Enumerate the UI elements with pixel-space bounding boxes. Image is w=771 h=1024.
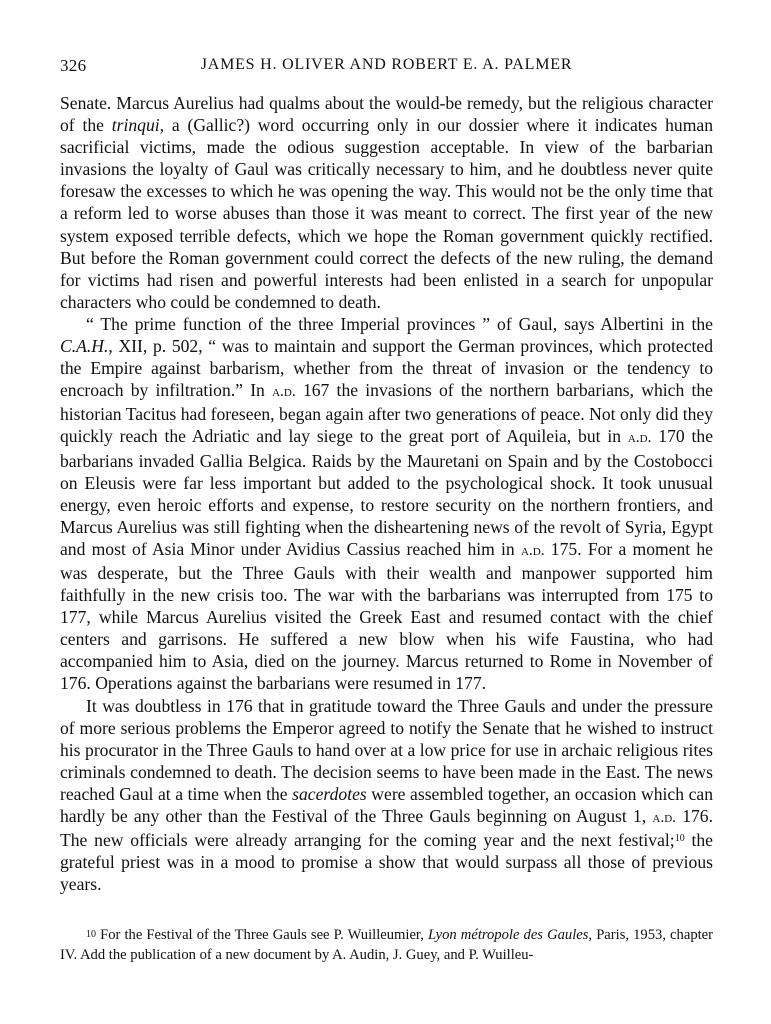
p3-era-1: a.d. bbox=[652, 809, 677, 826]
paragraph-1 bbox=[60, 92, 713, 313]
p2-era-3: a.d. bbox=[520, 541, 545, 559]
page-header bbox=[60, 56, 713, 78]
p2-text-3: 167 the invasions of the northern barbarians, which the historian Tacitus had foreseen, began again after two generations of peace. Not only did they quickly reach the Adriatic and lay siege to the great port of Aquileia, but in bbox=[60, 380, 713, 447]
p1-text-2: a (Gallic?) word occurring only in our dossier where it indicates human sacrificial victims, made the odious suggestion acceptable. In view of the barbarian invasions the loyalty of Gaul was critically necessary to him, and he doubtless never quite foresaw the excesses to which he was opening the way. This would not be the only time that a reform led to worse abuses than those it was meant to correct. The first year of the new system exposed terrible defects, which we hope the Roman government quickly rectified. But before the Roman government could correct the defects of the new ruling, the demand for victims had risen and powerful interests had been enlisted in a search for unpopular characters who could be condemned to death. bbox=[60, 115, 714, 312]
p3-text-2: were assembled together, an occasion which can hardly be any other than the Festival of the Three Gauls beginning on August 1, bbox=[60, 783, 714, 826]
p2-era-1: a.d. bbox=[272, 383, 296, 401]
footnote-italic-title: Lyon métropole des Gaules, bbox=[427, 927, 593, 943]
p2-era-2: a.d. bbox=[627, 429, 652, 447]
p2-text-4: 170 the barbarians invaded Gallia Belgica. Raids by the Mauretani on Spain and by the Costobocci on Eleusis were far less important but added to the psychological shock. It took unusual energy, even heroic efforts and expense, to restore security on the northern frontiers, and Marcus Aurelius was still fighting when the disheartening news of the revolt of Syria, Egypt and most of Asia Minor under Avidius Cassius reached him in bbox=[60, 426, 714, 559]
p2-text-5: 175. For a moment he was desperate, but the Three Gauls with their wealth and manpower supported him faithfully in the new crisis too. The war with the barbarians was interrupted from 175 to 177, while Marcus Aurelius visited the Greek East and resumed contact with the chief centers and garrisons. He suffered a new blow when his wife Faustina, who had accompanied him to Asia, died on the journey. Marcus returned to Rome in November of 176. Operations against the barbarians were resumed in 177. bbox=[60, 538, 713, 694]
paragraph-3 bbox=[60, 695, 713, 896]
running-head: JAMES H. OLIVER AND ROBERT E. A. PALMER bbox=[200, 56, 573, 73]
p3-text-3: 176. The new officials were already arranging for the coming year and the next festival; bbox=[60, 806, 713, 851]
p3-text-1: It was doubtless in 176 that in gratitude toward the Three Gauls and under the pressure of more serious problems the Emperor agreed to notify the Senate that he wished to instruct his procurator in the Three Gauls to hand over at a low price for use in archaic religious rites criminals condemned to death. The decision seems to have been made in the East. The news reached Gaul at a time when the bbox=[60, 695, 713, 804]
p3-text-4: the grateful priest was in a mood to promise a show that would surpass all those of previous years. bbox=[60, 830, 713, 895]
footnote bbox=[60, 926, 713, 965]
footnote-reference: 10 bbox=[674, 833, 685, 845]
p1-text-1: Senate. Marcus Aurelius had qualms about the would-be remedy, but the religious character of the bbox=[60, 93, 713, 136]
page-number: 326 bbox=[60, 56, 87, 75]
p2-text-2: XII, p. 502, “ was to maintain and support the German provinces, which protected the Empire against barbarism, whether from the threat of invasion or the tendency to encroach by infiltration.” In bbox=[60, 336, 713, 401]
p1-italic-trinqui: trinqui, bbox=[111, 115, 165, 136]
body-text bbox=[60, 92, 713, 895]
p2-italic-cah: C.A.H., bbox=[60, 336, 113, 357]
footnote-text-1: For the Festival of the Three Gauls see P. Wuilleumier, bbox=[96, 927, 428, 943]
footnote-marker: 10 bbox=[86, 929, 96, 940]
footnote-text-2: Paris, 1953, chapter IV. Add the publication of a new document by A. Audin, J. Guey, and P. Wuilleu- bbox=[60, 927, 714, 963]
p3-italic-sacerdotes: sacerdotes bbox=[292, 783, 367, 804]
p2-text-1: “ The prime function of the three Imperial provinces ” of Gaul, says Albertini in the bbox=[86, 313, 713, 334]
paragraph-2 bbox=[60, 313, 713, 695]
